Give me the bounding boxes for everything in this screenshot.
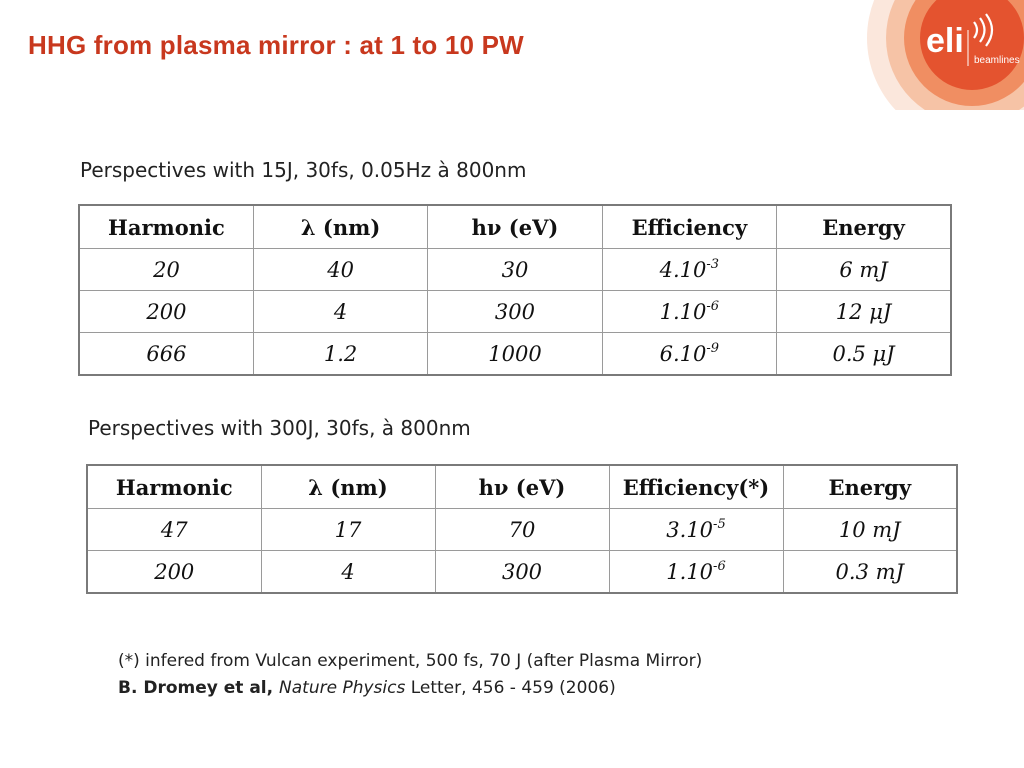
logo-rings-icon [824, 0, 1024, 110]
cell-photon-energy: 1000 [428, 333, 602, 376]
perspectives-table-300j [86, 464, 958, 594]
footnote [118, 648, 702, 702]
slide-title: HHG from plasma mirror : at 1 to 10 PW [28, 30, 524, 60]
table-header-row [87, 465, 957, 509]
efficiency-exponent: -5 [713, 516, 726, 532]
cell-wavelength: 17 [261, 509, 435, 551]
cell-wavelength: 4 [261, 551, 435, 594]
header-wavelength: λ (nm) [253, 205, 427, 249]
cell-harmonic: 20 [79, 249, 253, 291]
cell-photon-energy: 70 [435, 509, 609, 551]
table-row [79, 333, 951, 376]
cell-energy: 10 mJ [783, 509, 957, 551]
efficiency-base: 1.10 [659, 299, 707, 324]
table-row [87, 509, 957, 551]
table2-caption: Perspectives with 300J, 30fs, à 800nm [88, 416, 471, 440]
header-energy: Energy [777, 205, 951, 249]
table1-caption: Perspectives with 15J, 30fs, 0.05Hz à 800nm [80, 158, 527, 182]
efficiency-base: 3.10 [666, 517, 714, 542]
cell-efficiency [609, 551, 783, 594]
reference-details: Letter, 456 - 459 (2006) [405, 678, 616, 698]
cell-wavelength: 40 [253, 249, 427, 291]
efficiency-exponent: -6 [713, 558, 726, 574]
eli-beamlines-logo [824, 0, 1024, 110]
table-row [87, 551, 957, 594]
cell-energy: 0.3 mJ [783, 551, 957, 594]
header-efficiency: Efficiency [602, 205, 776, 249]
cell-efficiency [602, 291, 776, 333]
cell-harmonic: 47 [87, 509, 261, 551]
table-row [79, 249, 951, 291]
reference-journal: Nature Physics [279, 678, 406, 698]
footnote-reference [118, 675, 702, 702]
table-header-row [79, 205, 951, 249]
header-efficiency: Efficiency(*) [609, 465, 783, 509]
logo-mark: eli [926, 22, 964, 60]
cell-harmonic: 200 [79, 291, 253, 333]
cell-wavelength: 4 [253, 291, 427, 333]
cell-energy: 0.5 μJ [777, 333, 951, 376]
header-wavelength: λ (nm) [261, 465, 435, 509]
header-photon-energy: hν (eV) [428, 205, 602, 249]
header-harmonic: Harmonic [87, 465, 261, 509]
cell-efficiency [602, 333, 776, 376]
cell-efficiency [609, 509, 783, 551]
cell-efficiency [602, 249, 776, 291]
table-row [79, 291, 951, 333]
efficiency-base: 6.10 [659, 341, 707, 366]
footnote-source: (*) infered from Vulcan experiment, 500 fs, 70 J (after Plasma Mirror) [118, 651, 703, 671]
reference-authors: B. Dromey et al, [118, 678, 280, 698]
cell-wavelength: 1.2 [253, 333, 427, 376]
cell-energy: 12 μJ [777, 291, 951, 333]
header-energy: Energy [783, 465, 957, 509]
logo-text: beamlines [974, 55, 1020, 66]
efficiency-exponent: -3 [706, 256, 720, 272]
header-harmonic: Harmonic [79, 205, 253, 249]
cell-photon-energy: 300 [428, 291, 602, 333]
cell-energy: 6 mJ [777, 249, 951, 291]
header-photon-energy: hν (eV) [435, 465, 609, 509]
efficiency-exponent: -6 [706, 298, 720, 314]
cell-harmonic: 200 [87, 551, 261, 594]
efficiency-base: 1.10 [666, 559, 714, 584]
cell-photon-energy: 30 [428, 249, 602, 291]
perspectives-table-15j [78, 204, 952, 376]
cell-harmonic: 666 [79, 333, 253, 376]
cell-photon-energy: 300 [435, 551, 609, 594]
efficiency-base: 4.10 [659, 257, 707, 282]
efficiency-exponent: -9 [706, 340, 720, 356]
